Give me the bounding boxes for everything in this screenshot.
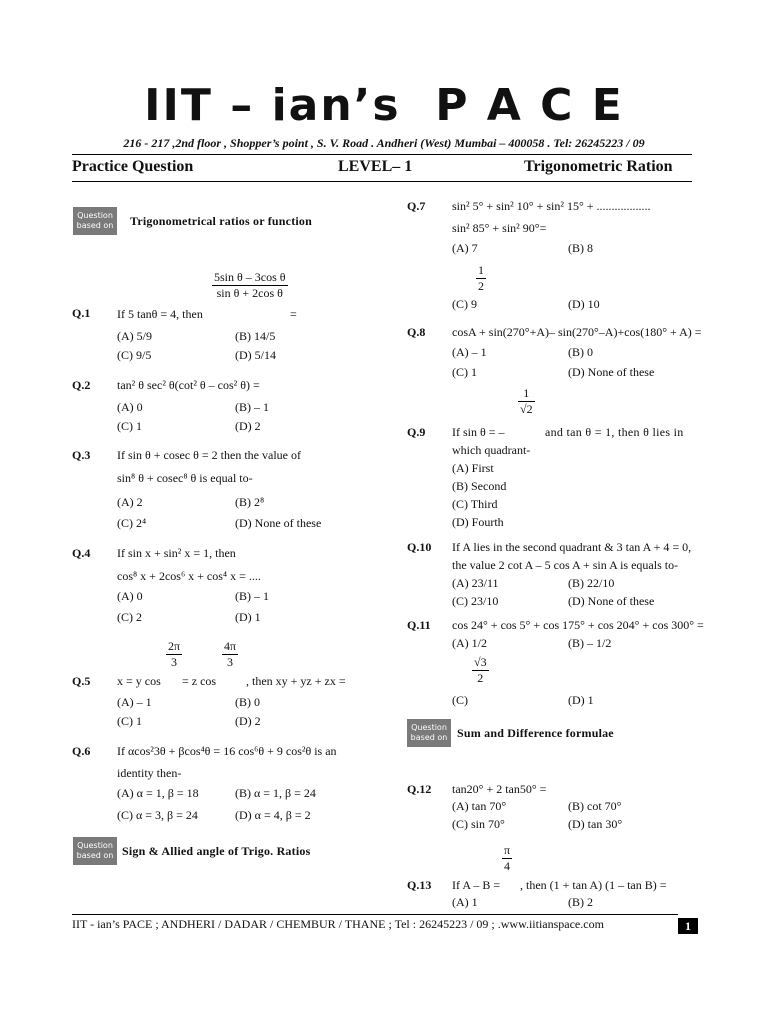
q5-option-c: (C) 1 xyxy=(117,714,142,728)
q8-option-b: (B) 0 xyxy=(568,345,593,359)
q11-option-c: (C) xyxy=(452,693,468,707)
q3-line1: If sin θ + cosec θ = 2 then the value of xyxy=(117,448,301,462)
q13-option-b: (B) 2 xyxy=(568,895,593,909)
q10-line1: If A lies in the second quadrant & 3 tan A + 4 = 0, xyxy=(452,540,692,554)
q6-option-d: (D) α = 4, β = 2 xyxy=(235,808,311,822)
q1-text: If 5 tanθ = 4, then xyxy=(117,307,203,321)
q7-number: Q.7 xyxy=(407,199,426,213)
q3-option-c: (C) 2⁴ xyxy=(117,516,147,530)
q5-f1-den: 3 xyxy=(171,655,178,669)
q13-option-a: (A) 1 xyxy=(452,895,478,909)
question-based-on-tag: Question based on xyxy=(73,207,117,235)
address-line: 216 - 217 ,2nd floor , Shopper’s point , S. V. Road . Andheri (West) Mumbai – 400058 . Tel: 26245223 / 09 xyxy=(123,136,645,150)
footer-text: IIT - ian’s PACE ; ANDHERI / DADAR / CHEMBUR / THANE ; Tel : 26245223 / 09 ; .www.iitianspace.com xyxy=(72,917,604,931)
q7-line1: sin² 5° + sin² 10° + sin² 15° + .................. xyxy=(452,199,651,213)
header-topic: Trigonometric Ration xyxy=(524,158,673,175)
q11-frac-den: 2 xyxy=(477,671,484,685)
q1-option-b: (B) 14/5 xyxy=(235,329,276,343)
q9-line2: which quadrant- xyxy=(452,443,531,457)
question-based-on-tag: Question based on xyxy=(73,837,117,865)
q2-option-d: (D) 2 xyxy=(235,419,261,433)
q1-frac-num: 5sin θ – 3cos θ xyxy=(214,270,286,284)
q5-fraction-2 xyxy=(222,639,238,670)
q8-option-d: (D) None of these xyxy=(568,365,655,379)
q4-option-c: (C) 2 xyxy=(117,610,142,624)
q8-text: cosA + sin(270°+A)– sin(270°–A)+cos(180° + A) = xyxy=(452,325,702,339)
q11-option-b: (B) – 1/2 xyxy=(568,636,612,650)
q8-number: Q.8 xyxy=(407,325,426,339)
q6-line1: If αcos²3θ + βcos⁴θ = 16 cos⁶θ + 9 cos²θ is an xyxy=(117,744,337,758)
header-left: Practice Question xyxy=(72,158,194,175)
q8-option-a: (A) – 1 xyxy=(452,345,487,359)
q12-text: tan20° + 2 tan50° = xyxy=(452,782,547,796)
section-title-2: Sign & Allied angle of Trigo. Ratios xyxy=(122,844,311,858)
q5-option-b: (B) 0 xyxy=(235,695,260,709)
q11-text: cos 24° + cos 5° + cos 175° + cos 204° + cos 300° = xyxy=(452,618,704,632)
q7-line2: sin² 85° + sin² 90°= xyxy=(452,221,547,235)
q7-fraction xyxy=(476,263,486,294)
q1-number: Q.1 xyxy=(72,306,91,320)
header-level: LEVEL– 1 xyxy=(338,158,413,175)
q1-eq: = xyxy=(290,307,297,321)
header-bottom-rule xyxy=(72,181,692,182)
section-title-1: Trigonometrical ratios or function xyxy=(130,214,312,228)
q9-frac-den: √2 xyxy=(520,402,533,416)
q4-number: Q.4 xyxy=(72,546,91,560)
q10-number: Q.10 xyxy=(407,540,432,554)
q7-option-d: (D) 10 xyxy=(568,297,600,311)
q9-option-a: (A) First xyxy=(452,461,494,475)
q12-number: Q.12 xyxy=(407,782,432,796)
q11-number: Q.11 xyxy=(407,618,431,632)
q6-option-c: (C) α = 3, β = 24 xyxy=(117,808,198,822)
q10-option-d: (D) None of these xyxy=(568,594,655,608)
q9-number: Q.9 xyxy=(407,425,426,439)
q6-line2: identity then- xyxy=(117,766,182,780)
q7-frac-den: 2 xyxy=(478,279,484,293)
q3-option-d: (D) None of these xyxy=(235,516,322,530)
q1-option-d: (D) 5/14 xyxy=(235,348,276,362)
q9-option-d: (D) Fourth xyxy=(452,515,504,529)
q5-part1: x = y cos xyxy=(117,674,161,688)
header-top-rule xyxy=(72,154,692,155)
q4-option-d: (D) 1 xyxy=(235,610,261,624)
q10-line2: the value 2 cot A – 5 cos A + sin A is equals to- xyxy=(452,558,679,572)
q1-frac-den: sin θ + 2cos θ xyxy=(216,286,283,300)
q4-line1: If sin x + sin² x = 1, then xyxy=(117,546,236,560)
q7-option-c: (C) 9 xyxy=(452,297,477,311)
q3-option-b: (B) 2⁸ xyxy=(235,495,265,509)
q5-fraction-1 xyxy=(166,639,182,670)
q9-part2: and tan θ = 1, then θ lies in xyxy=(545,425,684,439)
section-title-3: Sum and Difference formulae xyxy=(457,726,614,740)
q11-option-a: (A) 1/2 xyxy=(452,636,487,650)
footer-rule xyxy=(72,914,678,915)
q6-option-b: (B) α = 1, β = 24 xyxy=(235,786,316,800)
q1-option-c: (C) 9/5 xyxy=(117,348,152,362)
q12-option-c: (C) sin 70° xyxy=(452,817,505,831)
q7-option-a: (A) 7 xyxy=(452,241,478,255)
q5-f2-den: 3 xyxy=(227,655,234,669)
q13-fraction xyxy=(502,843,512,874)
q9-frac-num: 1 xyxy=(518,386,535,402)
q10-option-a: (A) 23/11 xyxy=(452,576,499,590)
q12-option-b: (B) cot 70° xyxy=(568,799,622,813)
q2-option-a: (A) 0 xyxy=(117,400,143,414)
q9-part1: If sin θ = – xyxy=(452,425,505,439)
q3-option-a: (A) 2 xyxy=(117,495,143,509)
q3-number: Q.3 xyxy=(72,448,91,462)
q7-frac-num: 1 xyxy=(478,263,484,277)
q13-frac-den: 4 xyxy=(504,859,511,873)
q1-option-a: (A) 5/9 xyxy=(117,329,152,343)
q1-fraction xyxy=(212,270,288,301)
q2-option-c: (C) 1 xyxy=(117,419,142,433)
q10-option-b: (B) 22/10 xyxy=(568,576,615,590)
question-based-on-tag: Question based on xyxy=(407,719,451,747)
q6-number: Q.6 xyxy=(72,744,91,758)
q12-option-a: (A) tan 70° xyxy=(452,799,507,813)
q13-part2: , then (1 + tan A) (1 – tan B) = xyxy=(520,878,667,892)
q9-fraction xyxy=(518,386,535,417)
q4-line2: cos⁸ x + 2cos⁶ x + cos⁴ x = .... xyxy=(117,569,261,583)
q10-option-c: (C) 23/10 xyxy=(452,594,499,608)
q5-number: Q.5 xyxy=(72,674,91,688)
q7-option-b: (B) 8 xyxy=(568,241,593,255)
q2-number: Q.2 xyxy=(72,378,91,392)
q5-part2: = z cos xyxy=(182,674,217,688)
q5-option-d: (D) 2 xyxy=(235,714,261,728)
q13-part1: If A – B = xyxy=(452,878,501,892)
brand-title: IIT – ian’s P A C E xyxy=(144,80,624,131)
q12-option-d: (D) tan 30° xyxy=(568,817,623,831)
q9-option-b: (B) Second xyxy=(452,479,507,493)
q11-frac-num: √3 xyxy=(474,655,487,669)
q11-fraction xyxy=(472,655,489,686)
q2-text: tan² θ sec² θ(cot² θ – cos² θ) = xyxy=(117,378,260,392)
q4-option-a: (A) 0 xyxy=(117,589,143,603)
q2-option-b: (B) – 1 xyxy=(235,400,269,414)
q4-option-b: (B) – 1 xyxy=(235,589,269,603)
q3-line2: sin⁸ θ + cosec⁸ θ is equal to- xyxy=(117,471,253,485)
q11-option-d: (D) 1 xyxy=(568,693,594,707)
page-number: 1 xyxy=(678,918,698,934)
q5-option-a: (A) – 1 xyxy=(117,695,152,709)
q8-option-c: (C) 1 xyxy=(452,365,477,379)
q6-option-a: (A) α = 1, β = 18 xyxy=(117,786,199,800)
q9-option-c: (C) Third xyxy=(452,497,498,511)
q13-number: Q.13 xyxy=(407,878,432,892)
q13-frac-num: π xyxy=(504,843,511,857)
q5-f1-num: 2π xyxy=(168,639,181,653)
q5-part3: , then xy + yz + zx = xyxy=(246,674,346,688)
q5-f2-num: 4π xyxy=(224,639,237,653)
